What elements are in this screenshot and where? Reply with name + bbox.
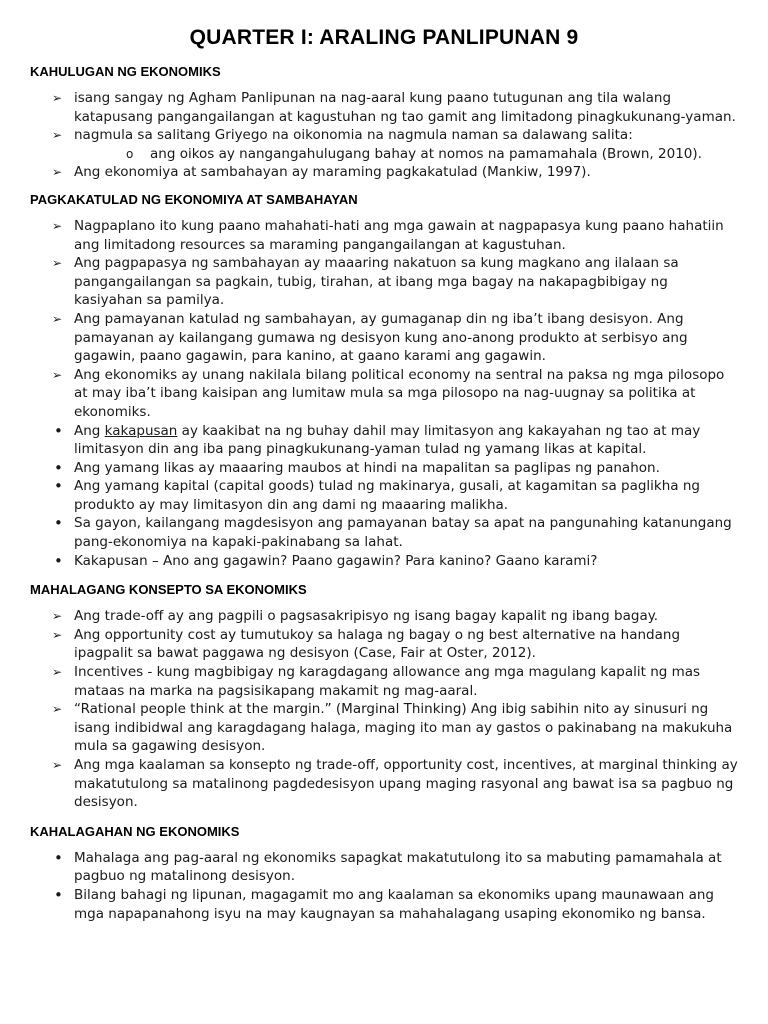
section-konsepto [30, 582, 738, 812]
list-item [30, 89, 738, 126]
list-item-text: Ang pamayanan katulad ng sambahayan, ay gumaganap din ng iba’t ibang desisyon. Ang pamayanan ay kailangang gumawa ng desisyon kung ano-anong produkto at serbisyo ang gagawin, paano gagawin, para kanino, at gaano karami ang gagawin. [74, 310, 688, 365]
section-pagkakatulad [30, 192, 738, 570]
list-item [30, 459, 738, 478]
list-item-text-prefix: Ang [74, 422, 101, 439]
arrow-bullet-icon: ➢ [52, 256, 63, 271]
dot-bullet-icon: • [54, 885, 63, 904]
list-item-text: ang oikos ay nangangahulugang bahay at nomos na pamamahala (Brown, 2010). [150, 145, 702, 162]
bullet-list [30, 607, 738, 812]
arrow-bullet-icon: ➢ [52, 758, 63, 772]
dot-bullet-icon: • [54, 477, 63, 496]
arrow-bullet-icon: ➢ [52, 91, 63, 105]
list-item-text: nagmula sa salitang Griyego na oikonomia na nagmula naman sa dalawang salita: [74, 127, 633, 144]
arrow-bullet-icon: ➢ [52, 128, 63, 143]
list-item [30, 514, 738, 551]
bullet-list [30, 849, 738, 923]
arrow-bullet-icon: ➢ [52, 165, 63, 180]
dot-bullet-icon: • [54, 848, 63, 867]
bullet-list [30, 89, 738, 182]
list-item-text: Ang trade-off ay ang pagpili o pagsasakripisyo ng isang bagay kapalit ng ibang bagay. [74, 608, 659, 625]
list-item [30, 626, 738, 663]
arrow-bullet-icon: ➢ [52, 218, 63, 233]
list-item [30, 849, 738, 886]
sub-list-item [30, 145, 738, 164]
list-item [30, 477, 738, 514]
list-item [30, 163, 738, 182]
list-item-text: Sa gayon, kailangang magdesisyon ang pamayanan batay sa apat na pangunahing katanungang pang-ekonomiya na kapaki-pakinabang sa lahat. [74, 515, 732, 551]
list-item-text: Ang opportunity cost ay tumutukoy sa halaga ng bagay o ng best alternative na handang ipagpalit sa bawat paggawa ng desisyon (Case, Fair at Oster, 2012). [74, 626, 681, 662]
document-title: QUARTER I: ARALING PANLIPUNAN 9 [189, 26, 579, 49]
list-item-text: “Rational people think at the margin.” (Marginal Thinking) Ang ibig sabihin nito ay sinusuri ng isang indibidwal ang karagdagang halaga, maging ito man ay gastos o pakinabang na makukuha mula sa gagawing desisyon. [74, 701, 733, 755]
list-item-text: Kakapusan – Ano ang gagawin? Paano gagawin? Para kanino? Gaano karami? [74, 552, 598, 569]
list-item-text: isang sangay ng Agham Panlipunan na nag-aaral kung paano tutugunan ang tila walang katapusang pangangailangan at kagustuhan ng tao gamit ang limitadong pinagkukunang-yaman. [74, 90, 736, 125]
list-item [30, 310, 738, 366]
underlined-term: kakapusan [104, 422, 178, 439]
section-kahulugan [30, 64, 738, 182]
arrow-bullet-icon: ➢ [52, 665, 63, 680]
dot-bullet-icon: • [54, 421, 63, 440]
list-item-text: Ang yamang likas ay maaaring maubos at hindi na mapalitan sa paglipas ng panahon. [74, 459, 660, 476]
list-item [30, 126, 738, 145]
list-item [30, 422, 738, 459]
arrow-bullet-icon: ➢ [52, 311, 63, 326]
arrow-bullet-icon: ➢ [52, 609, 63, 624]
list-item-text: Ang ekonomiya at sambahayan ay maraming pagkakatulad (Mankiw, 1997). [74, 164, 591, 181]
list-item [30, 217, 738, 254]
list-item [30, 663, 738, 700]
section-heading: KAHULUGAN NG EKONOMIKS [30, 64, 221, 79]
list-item-text: Ang yamang kapital (capital goods) tulad ng makinarya, gusali, at kagamitan sa paglikha ng produkto ay may limitasyon din ang dami ng maaaring malikha. [74, 478, 700, 513]
section-heading: PAGKAKATULAD NG EKONOMIYA AT SAMBAHAYAN [30, 191, 358, 207]
list-item [30, 886, 738, 923]
section-kahalagahan [30, 824, 738, 923]
list-item-text: Nagpaplano ito kung paano mahahati-hati ang mga gawain at nagpapasya kung paano hahatiin ang limitadong resources sa maraming pangangailangan at kagustuhan. [74, 217, 724, 253]
dot-bullet-icon: • [54, 458, 63, 477]
bullet-list [30, 217, 738, 570]
list-item [30, 756, 738, 812]
arrow-bullet-icon: ➢ [52, 702, 63, 717]
list-item [30, 552, 738, 571]
list-item-text: Mahalaga ang pag-aaral ng ekonomiks sapagkat makatutulong ito sa mabuting pamamahala at pagbuo ng matalinong desisyon. [74, 849, 722, 885]
arrow-bullet-icon: ➢ [52, 367, 63, 382]
section-heading: MAHALAGANG KONSEPTO SA EKONOMIKS [30, 582, 307, 598]
arrow-bullet-icon: ➢ [52, 627, 63, 642]
dot-bullet-icon: • [54, 514, 63, 533]
section-heading: KAHALAGAHAN NG EKONOMIKS [30, 823, 240, 839]
circle-bullet-icon: o [126, 146, 134, 161]
list-item-text: Bilang bahagi ng lipunan, magagamit mo ang kaalaman sa ekonomiks upang maunawaan ang mga napapanahong isyu na may kaugnayan sa mahahalagang usaping ekonomiko ng bansa. [74, 886, 714, 922]
list-item-text: Ang ekonomiks ay unang nakilala bilang political economy na sentral na paksa ng mga pilosopo at may iba’t ibang kaisipan ang lumitaw mula sa mga pilosopo na nag-uugnay sa politika at ekonomiks. [74, 366, 725, 420]
list-item-text-suffix: ay kaakibat na ng buhay dahil may limitasyon ang kakayahan ng tao at may limitasyon din ang iba pang pinagkukunang-yaman tulad ng yamang likas at kapital. [74, 422, 701, 458]
list-item-text: Incentives - kung magbibigay ng karagdagang allowance ang mga magulang kapalit ng mas mataas na marka na pagsisikapang makamit ng mag-aaral. [74, 664, 701, 699]
dot-bullet-icon: • [54, 551, 63, 570]
list-item-text: Ang mga kaalaman sa konsepto ng trade-off, opportunity cost, incentives, at marginal thinking ay makatutulong sa matalinong pagdedesisyon upang maging rasyonal ang bawat isa sa pagbuo ng desisyon. [74, 757, 738, 811]
list-item [30, 254, 738, 310]
list-item-text: Ang pagpapasya ng sambahayan ay maaaring nakatuon sa kung magkano ang ilalaan sa pangangailangan sa pagkain, tubig, tirahan, at ibang mga bagay na nakapagbibigay ng kasiyahan sa pamilya. [74, 255, 679, 309]
list-item [30, 607, 738, 626]
list-item [30, 366, 738, 422]
list-item [30, 700, 738, 756]
